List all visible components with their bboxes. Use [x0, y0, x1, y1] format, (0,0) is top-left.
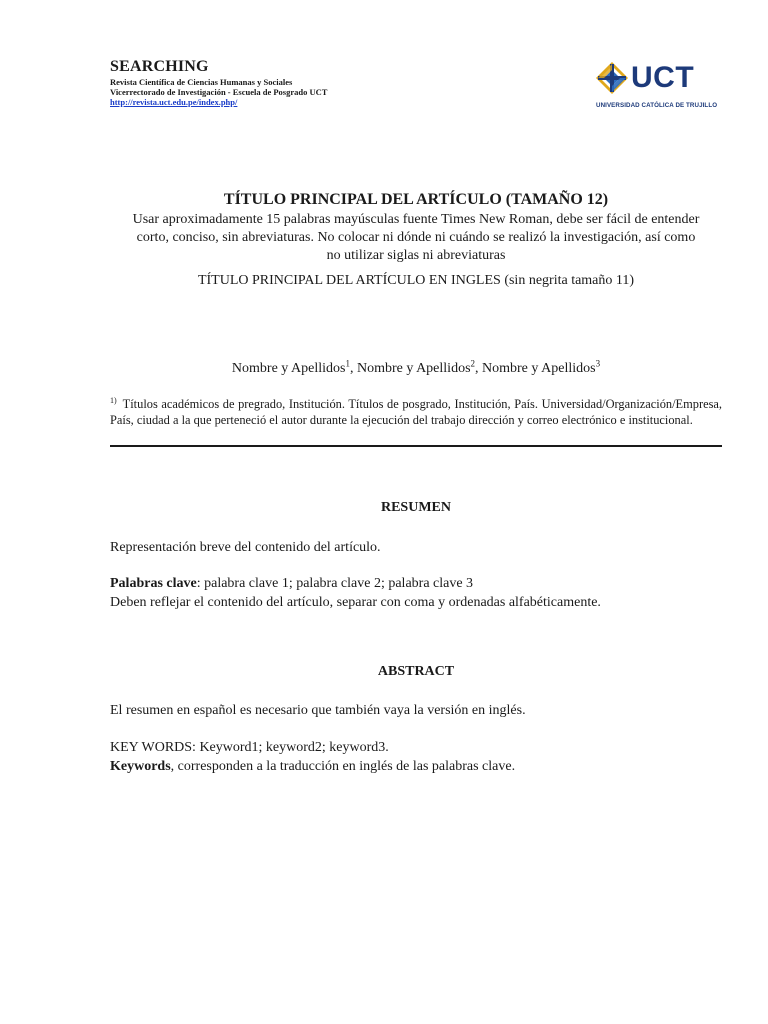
resumen-heading: RESUMEN	[380, 500, 451, 515]
section-divider	[110, 445, 722, 447]
author-name: Nombre y Apellidos	[482, 361, 596, 376]
keywords-es-note: Deben reflejar el contenido del artículo, separar con coma y ordenadas alfabéticamente.	[110, 595, 601, 610]
keywords-en-note	[110, 757, 722, 776]
keywords-es-label: Palabras clave	[110, 576, 197, 591]
keywords-en-note-text: , corresponden a la traducción en inglés de las palabras clave.	[170, 759, 516, 774]
author-list	[110, 358, 722, 377]
author-mark: 1	[345, 358, 350, 369]
author-separator: ,	[349, 361, 357, 376]
journal-url-link[interactable]: http://revista.uct.edu.pe/index.php/	[110, 97, 238, 107]
affiliation-note	[110, 396, 722, 428]
uct-emblem-icon	[594, 60, 630, 100]
author-name: Nombre y Apellidos	[356, 361, 471, 376]
english-title: TÍTULO PRINCIPAL DEL ARTÍCULO EN INGLES (sin negrita tamaño 11)	[197, 273, 635, 288]
main-title: TÍTULO PRINCIPAL DEL ARTÍCULO (TAMAÑO 12)	[223, 191, 609, 208]
journal-subtitle: Revista Científica de Ciencias Humanas y Sociales	[110, 77, 293, 87]
affiliation-text: Títulos académicos de pregrado, Institución. Títulos de posgrado, Institución, País. Universidad/Organización/Empresa, País, ciudad a la que perteneció el autor durante la ejecución del trabajo dirección y correo electrónico e institucional.	[110, 397, 722, 427]
author-mark: 3	[595, 358, 601, 369]
keywords-es	[110, 574, 722, 593]
title-description: Usar aproximadamente 15 palabras mayúsculas fuente Times New Roman, debe ser fácil de entender corto, conciso, sin abreviaturas. No colocar ni dónde ni cuándo se realizó la investigación, así como no utilizar siglas ni abreviaturas	[132, 212, 700, 263]
keywords-en-label: Keywords	[110, 759, 171, 774]
author-mark: 2	[470, 358, 476, 369]
affiliation-mark: 1)	[110, 395, 117, 405]
uct-logo	[594, 60, 724, 112]
keywords-en-line: KEY WORDS: Keyword1; keyword2; keyword3.	[110, 740, 389, 755]
resumen-body: Representación breve del contenido del artículo.	[110, 540, 381, 555]
abstract-heading: ABSTRACT	[377, 664, 455, 679]
logo-text: UCT	[631, 61, 695, 94]
journal-department: Vicerrectorado de Investigación - Escuela de Posgrado UCT	[110, 87, 328, 97]
author-name: Nombre y Apellidos	[231, 361, 346, 376]
keywords-es-value: : palabra clave 1; palabra clave 2; palabra clave 3	[196, 576, 474, 591]
journal-name: SEARCHING	[110, 58, 209, 75]
abstract-body: El resumen en español es necesario que también vaya la versión en inglés.	[110, 703, 526, 718]
author-separator: ,	[475, 361, 483, 376]
logo-caption: UNIVERSIDAD CATÓLICA DE TRUJILLO	[596, 102, 718, 109]
